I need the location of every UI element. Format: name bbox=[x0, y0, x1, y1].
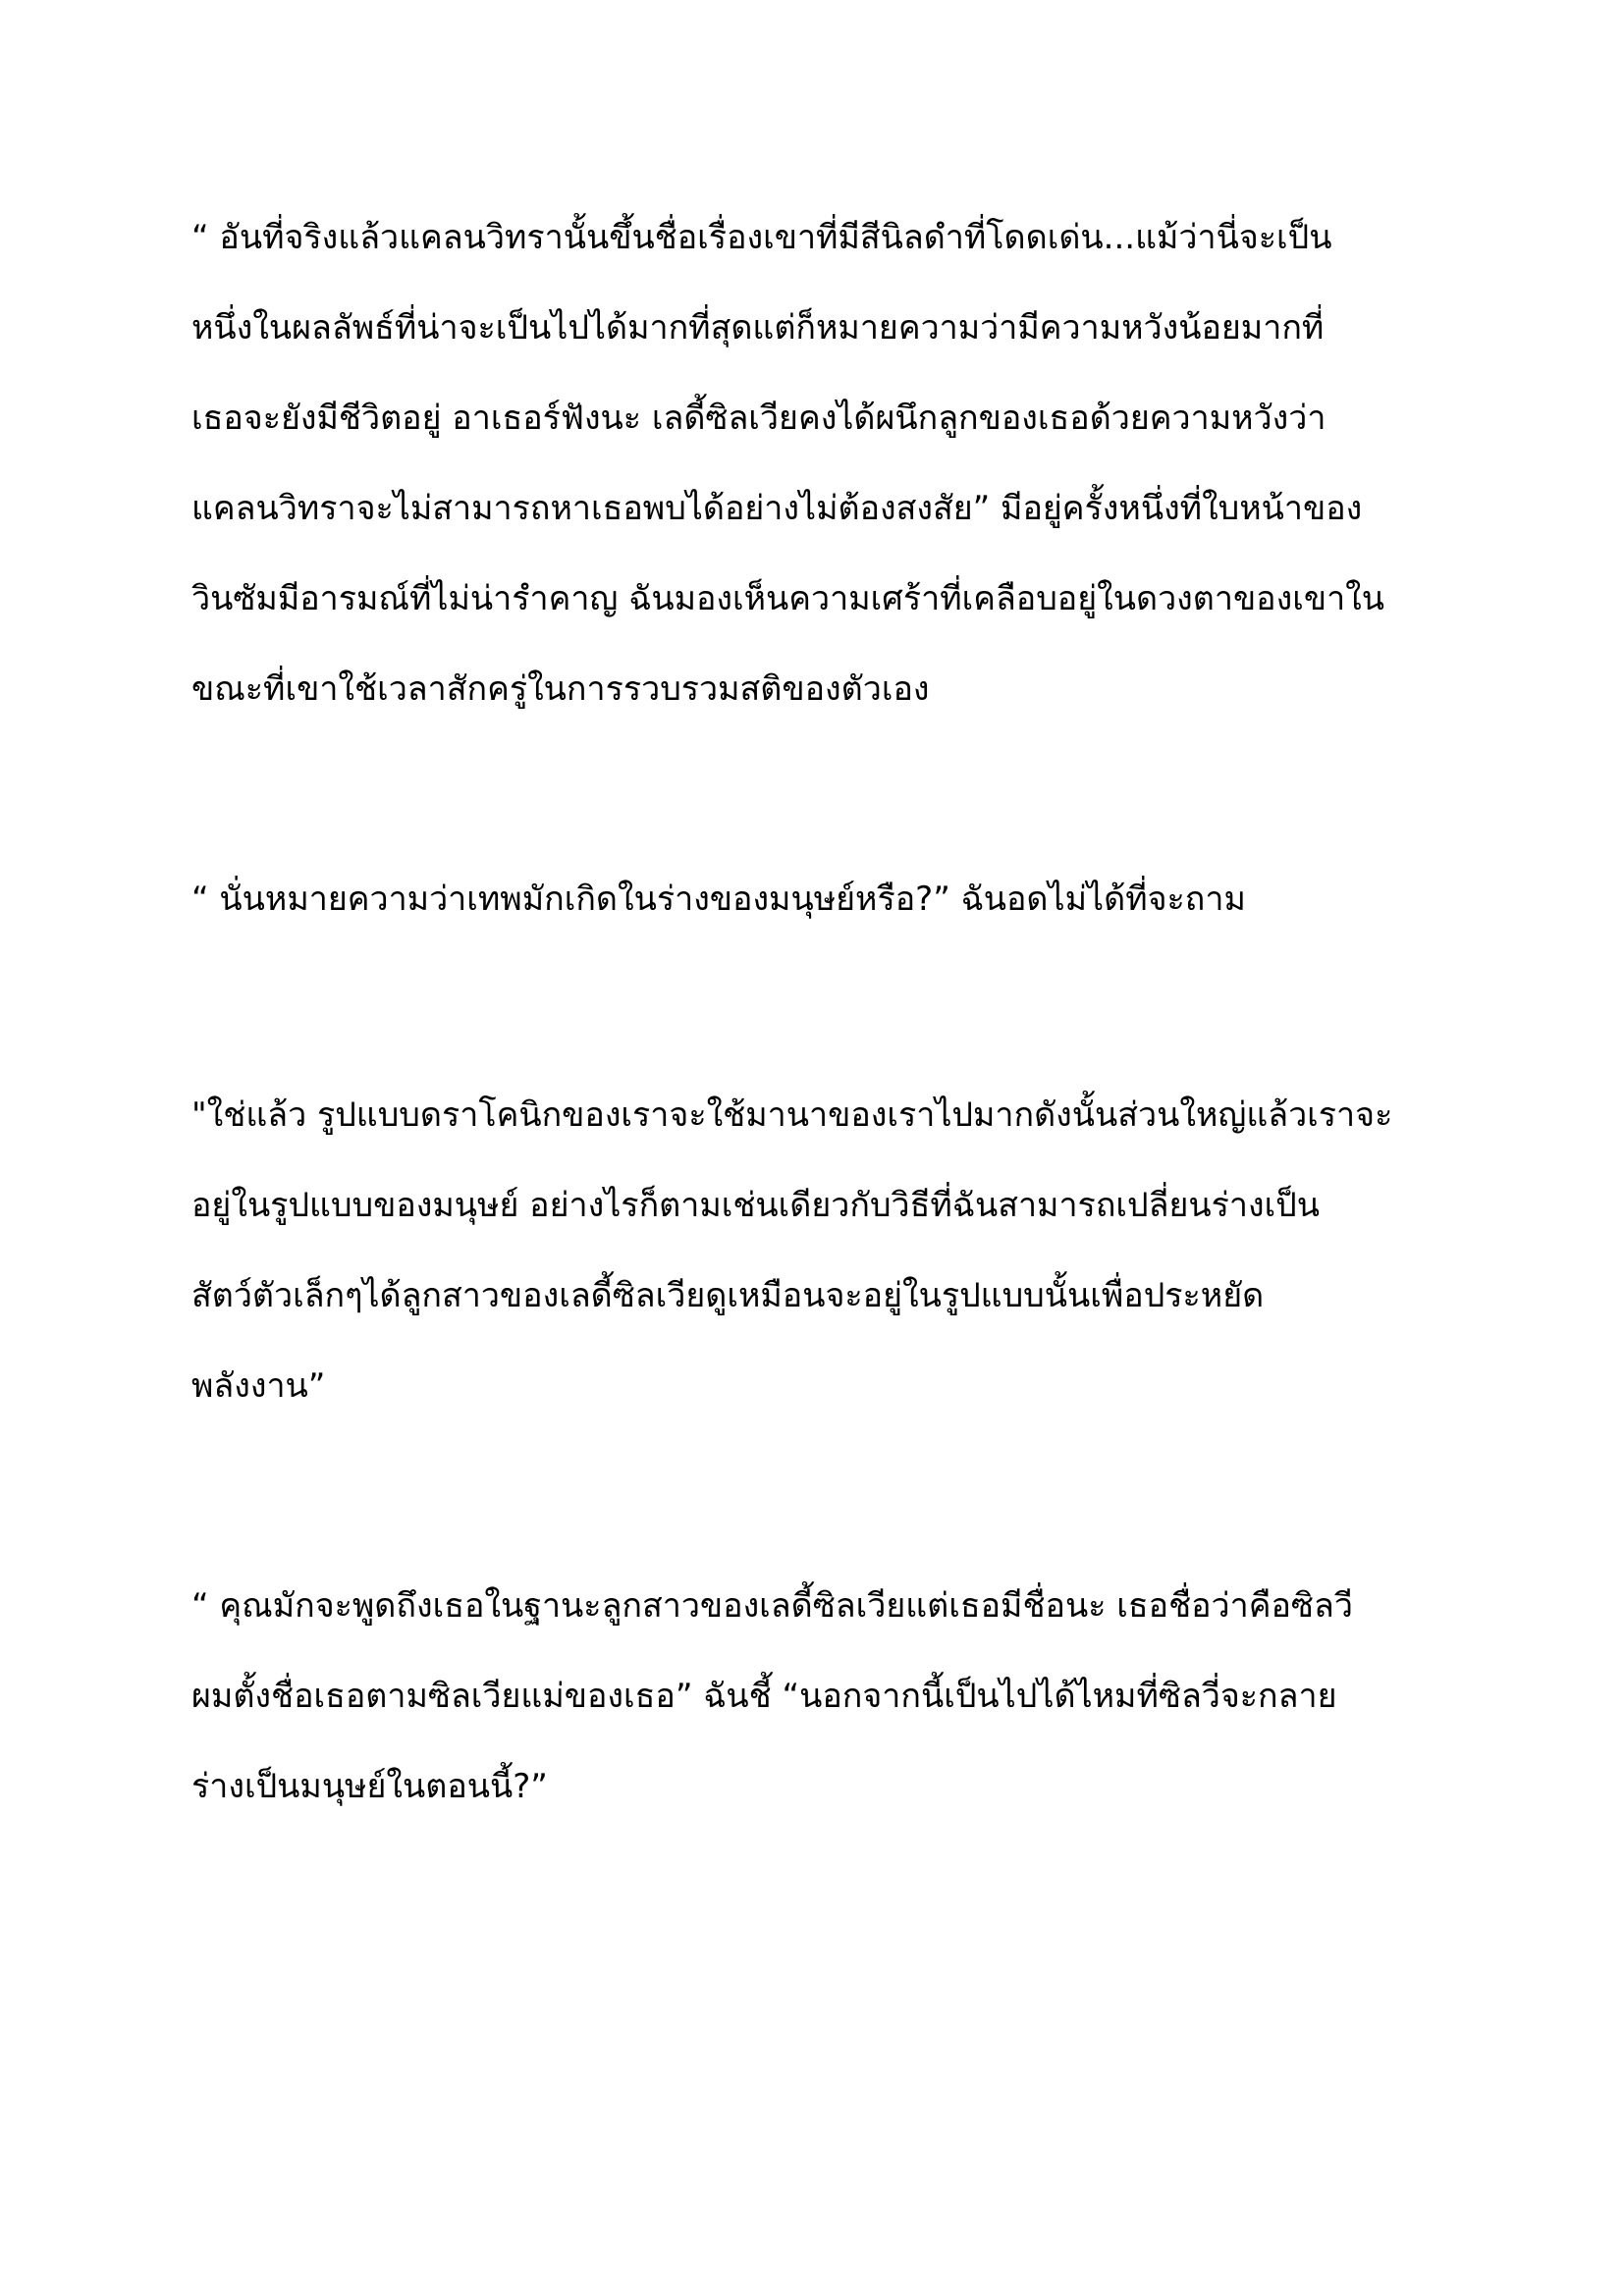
paragraph-line: “ นั่นหมายความว่าเทพมักเกิดในร่างของมนุษย์หรือ?” ฉันอดไม่ได้ที่จะถาม bbox=[191, 880, 1246, 919]
paragraph-line: เธอจะยังมีชีวิตอยู่ อาเธอร์ฟังนะ เลดี้ซิลเวียคงได้ผนึกลูกของเธอด้วยความหวังว่า bbox=[191, 399, 1326, 438]
paragraph-line: วินซัมมีอารมณ์ที่ไม่น่ารำคาญ ฉันมองเห็นความเศร้าที่เคลือบอยู่ในดวงตาของเขาใน bbox=[191, 579, 1385, 618]
paragraph-line: หนึ่งในผลลัพธ์ที่น่าจะเป็นไปได้มากที่สุดแต่ก็หมายความว่ามีความหวังน้อยมากที่ bbox=[191, 308, 1325, 347]
paragraph-line: “ คุณมักจะพูดถึงเธอในฐานะลูกสาวของเลดี้ซิลเวียแต่เธอมีชื่อนะ เธอชื่อว่าคือซิลวี bbox=[191, 1586, 1353, 1626]
paragraph-line: ขณะที่เขาใช้เวลาสักครู่ในการรวบรวมสติของตัวเอง bbox=[191, 669, 930, 709]
paragraph-2 bbox=[191, 854, 1468, 944]
paragraph-1 bbox=[191, 192, 1468, 734]
paragraph-line: สัตว์ตัวเล็กๆได้ลูกสาวของเลดี้ซิลเวียดูเหมือนจะอยู่ในรูปแบบนั้นเพื่อประหยัด bbox=[191, 1276, 1265, 1315]
paragraph-line: อยู่ในรูปแบบของมนุษย์ อย่างไรก็ตามเช่นเดียวกับวิธีที่ฉันสามารถเปลี่ยนร่างเป็น bbox=[191, 1186, 1321, 1225]
paragraph-line: ผมตั้งชื่อเธอตามซิลเวียแม่ของเธอ” ฉันชี้ “นอกจากนี้เป็นไปได้ไหมที่ซิลวี่จะกลาย bbox=[191, 1677, 1337, 1716]
paragraph-line: “ อันที่จริงแล้วแคลนวิทรานั้นขึ้นชื่อเรื่องเขาที่มีสีนิลดำที่โดดเด่น...แม้ว่านี่จะเป็น bbox=[191, 218, 1332, 257]
paragraph-line: "ใช่แล้ว รูปแบบดราโคนิกของเราจะใช้มานาของเราไปมากดังนั้นส่วนใหญ่แล้วเราจะ bbox=[191, 1095, 1393, 1135]
paragraph-4 bbox=[191, 1561, 1468, 1832]
paragraph-line: แคลนวิทราจะไม่สามารถหาเธอพบได้อย่างไม่ต้องสงสัย” มีอยู่ครั้งหนึ่งที่ใบหน้าของ bbox=[191, 489, 1363, 528]
paragraph-line: ร่างเป็นมนุษย์ในตอนนี้?” bbox=[191, 1767, 548, 1806]
paragraph-line: พลังงาน” bbox=[191, 1366, 326, 1406]
paragraph-3 bbox=[191, 1070, 1468, 1431]
